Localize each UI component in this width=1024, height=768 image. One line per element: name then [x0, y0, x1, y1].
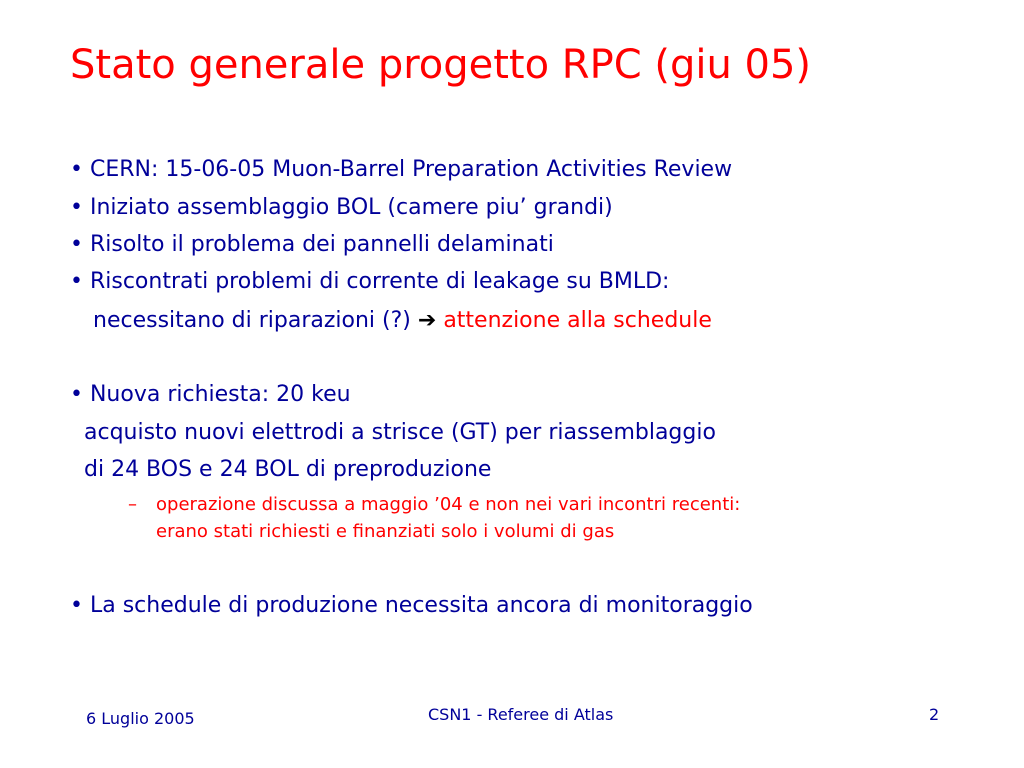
schedule-warning: attenzione alla schedule: [443, 308, 712, 333]
slide-title: Stato generale progetto RPC (giu 05): [70, 42, 812, 88]
repairs-text: necessitano di riparazioni (?): [93, 308, 411, 333]
footer-date: 6 Luglio 2005: [86, 709, 195, 728]
bullet-repairs-line: [93, 308, 712, 334]
subbullet-dash: –: [128, 494, 137, 515]
bullet-delaminated-panels: • Risolto il problema dei pannelli delaminati: [70, 232, 554, 257]
subbullet-line2: erano stati richiesti e finanziati solo i volumi di gas: [156, 521, 615, 542]
bullet-production-schedule: • La schedule di produzione necessita ancora di monitoraggio: [70, 593, 753, 618]
footer-center: CSN1 - Referee di Atlas: [428, 705, 614, 724]
bullet-cern-review: • CERN: 15-06-05 Muon-Barrel Preparation Activities Review: [70, 157, 733, 182]
request-detail-line1: acquisto nuovi elettrodi a strisce (GT) per riassemblaggio: [84, 420, 716, 445]
subbullet-line1: operazione discussa a maggio ’04 e non nei vari incontri recenti:: [156, 494, 741, 515]
bullet-leakage-current: • Riscontrati problemi di corrente di leakage su BMLD:: [70, 269, 670, 294]
request-detail-line2: di 24 BOS e 24 BOL di preproduzione: [84, 457, 492, 482]
bullet-new-request: • Nuova richiesta: 20 keu: [70, 382, 351, 407]
bullet-bol-assembly: • Iniziato assemblaggio BOL (camere piu’ grandi): [70, 195, 613, 220]
arrow-right-icon: ➔: [417, 308, 437, 333]
footer-page-number: 2: [929, 705, 940, 724]
